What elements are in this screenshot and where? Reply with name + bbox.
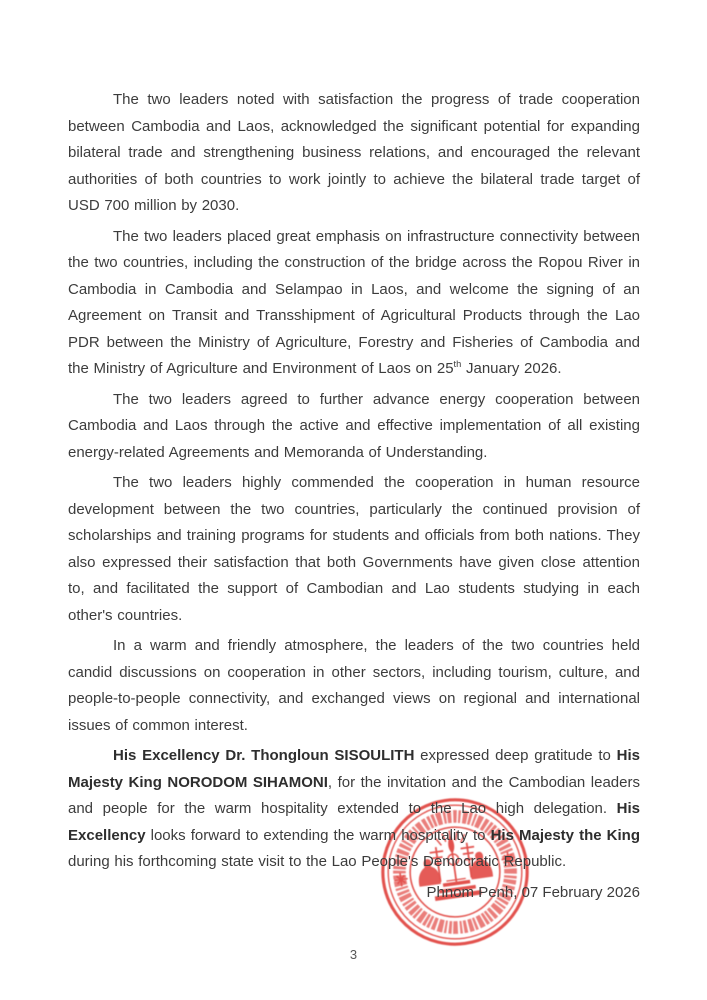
paragraph: The two leaders placed great emphasis on infrastructure connectivity between the two countries, including the construction of the bridge across the Ropou River in Cambodia in Cambodia and Selampao in Laos, and welcome the signing of an Agreement on Transit and Transshipment of Agricultural Products through the Lao PDR between the Ministry of Agriculture, Forestry and Fisheries of Cambodia and the Ministry of Agriculture and Environment of Laos on 25th January 2026. <box>68 227 640 377</box>
paragraph: The two leaders highly commended the cooperation in human resource development between the two countries, particularly the continued provision of scholarships and training programs for students and officials from both nations. They also expressed their satisfaction that both Governments have given close attention to, and facilitated the support of Cambodian and Lao students studying in each other's countries. <box>68 474 640 624</box>
page-number: 3 <box>349 947 358 962</box>
dateline: Phnom Penh, 07 February 2026 <box>426 883 640 901</box>
paragraph: The two leaders noted with satisfaction the progress of trade cooperation between Cambodia and Laos, acknowledged the significant potential for expanding bilateral trade and strengthening business relations, and encouraged the relevant authorities of both countries to work jointly to achieve the bilateral trade target of USD 700 million by 2030. <box>68 91 640 214</box>
document-body <box>68 87 640 906</box>
paragraphs-container <box>68 87 640 876</box>
paragraph: The two leaders agreed to further advance energy cooperation between Cambodia and Laos through the active and effective implementation of all existing energy-related Agreements and Memoranda of Understanding. <box>68 390 640 461</box>
paragraph: His Excellency Dr. Thongloun SISOULITH expressed deep gratitude to His Majesty King NORODOM SIHAMONI, for the invitation and the Cambodian leaders and people for the warm hospitality extended to the Lao high delegation. His Excellency looks forward to extending the warm hospitality to His Majesty the King during his forthcoming state visit to the Lao People's Democratic Republic. <box>68 747 640 870</box>
paragraph: In a warm and friendly atmosphere, the leaders of the two countries held candid discussions on cooperation in other sectors, including tourism, culture, and people-to-people connectivity, and exchanged views on regional and international issues of common interest. <box>68 637 640 734</box>
